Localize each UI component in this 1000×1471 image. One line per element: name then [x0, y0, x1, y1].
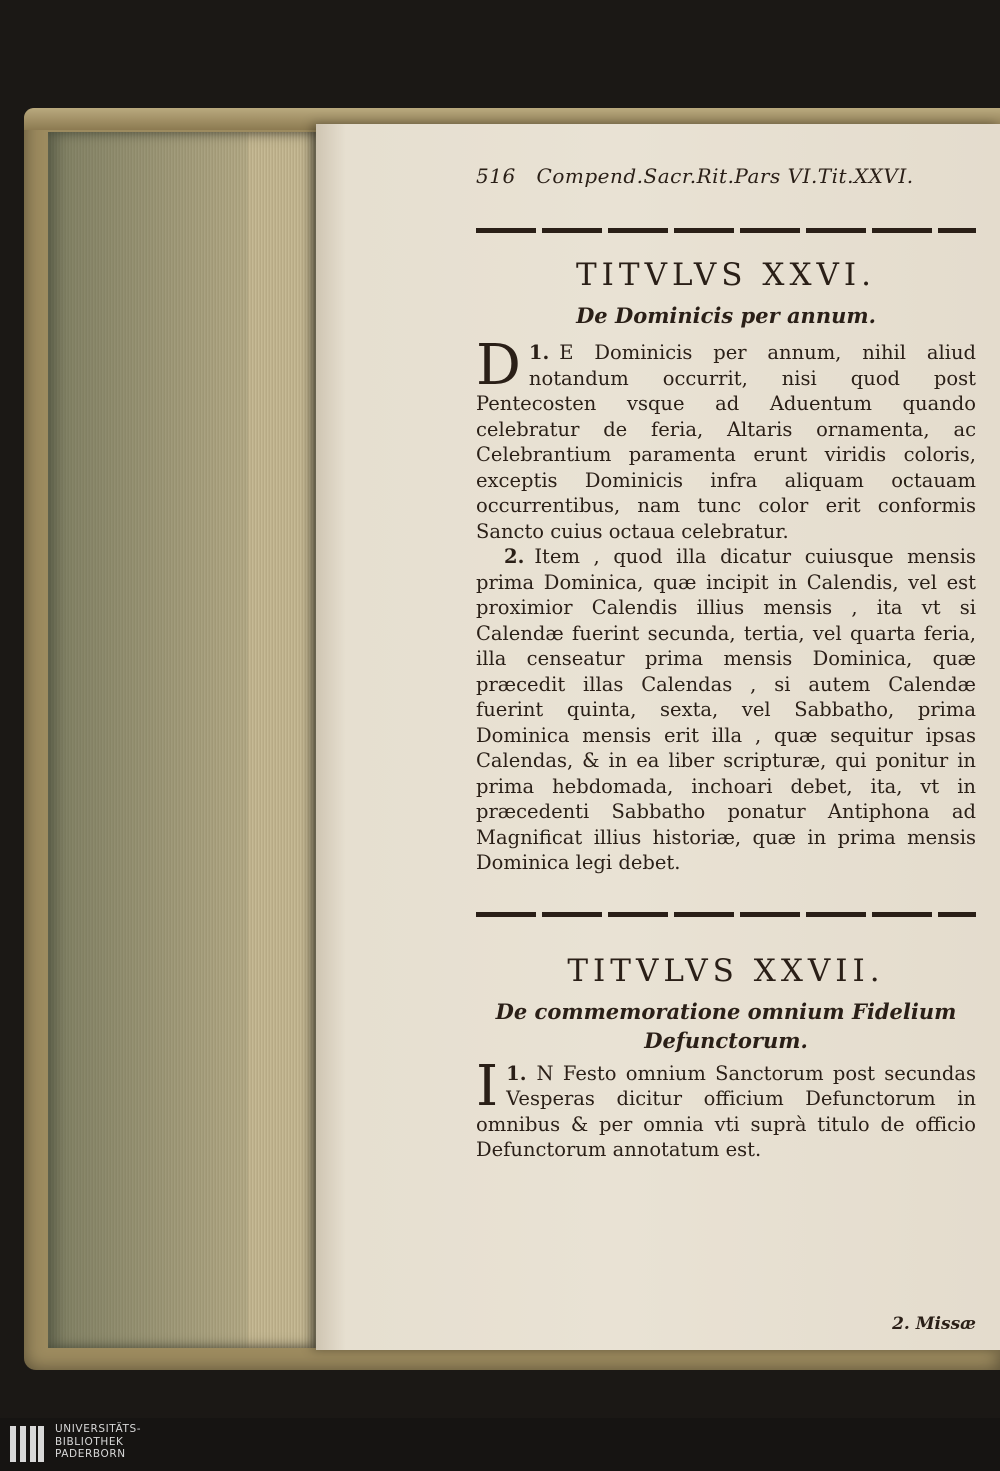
- library-name-line: UNIVERSITÄTS-: [55, 1423, 142, 1435]
- section-title: TITVLVS XXVI.: [576, 257, 876, 293]
- drop-initial: I: [476, 1053, 499, 1119]
- book-page: [316, 124, 1000, 1350]
- section-subtitle: De Dominicis per annum.: [576, 303, 876, 328]
- paragraph: [476, 333, 976, 544]
- library-name: [55, 1423, 141, 1461]
- page-content: [476, 164, 976, 1334]
- library-name-line: PADERBORN: [55, 1448, 126, 1460]
- library-name-line: BIBLIOTHEK: [55, 1435, 124, 1448]
- running-head-text: Compend.Sacr.Rit.Pars VI.Tit.XXVI.: [536, 164, 914, 188]
- paragraph-text: Item , quod illa dicatur cuiusque mensis prima Dominica, quæ incipit in Calendis, vel est proximior Calendis illius mensis , ita vt si Calendæ fuerint secunda, tertia, vel quarta feria, illa censeatur prima mensis Dominica, quæ præcedit illas Calendas , si autem Calendæ fuerint quinta, sexta, vel Sabbatho, prima Dominica mensis erit illa , quæ sequitur ipsas Calendas, & in ea liber scripturæ, qui ponitur in prima hebdomada, inchoari debet, ita, vt in præcedenti Sabbatho ponatur Antiphona ad Magnificat illius historiæ, quæ in prima mensis Dominica legi debet.: [476, 545, 976, 874]
- section-subtitle-continued: Defunctorum.: [644, 1027, 808, 1053]
- paragraph-text: N Festo omnium Sanctorum post secundas Vesperas dicitur officium Defunctorum in omnibus & per omnia vti suprà titulo de officio Defunctorum annotatum est.: [476, 1061, 976, 1161]
- section-subtitle: De commemoratione omnium Fidelium: [495, 998, 957, 1024]
- paragraph: [476, 544, 976, 876]
- page-edges-shadow: [48, 132, 248, 1348]
- library-logo-icon: [8, 1424, 46, 1464]
- paragraph-number: 2.: [504, 545, 525, 568]
- footer-bar: [0, 1418, 1000, 1471]
- section-title: TITVLVS XXVII.: [567, 952, 885, 989]
- running-head: [476, 164, 976, 188]
- section-divider: [476, 228, 976, 233]
- section-divider: [476, 912, 976, 917]
- catchword: 2. Missæ: [892, 1314, 976, 1334]
- paragraph: [476, 1053, 976, 1163]
- paragraph-number: 1.: [528, 341, 550, 364]
- paragraph-number: 1.: [506, 1061, 527, 1085]
- drop-initial: D: [476, 333, 521, 398]
- page-number: 516: [476, 164, 516, 188]
- paragraph-text: E Dominicis per annum, nihil aliud notandum occurrit, nisi quod post Pentecosten vsque ad Aduentum quando celebratur de feria, Altaris ornamenta, ac Celebrantium paramenta erunt viridis coloris, exceptis Dominicis infra aliquam octauam occurrentibus, nam tunc color erit conformis Sancto cuius octaua celebratur.: [476, 341, 976, 543]
